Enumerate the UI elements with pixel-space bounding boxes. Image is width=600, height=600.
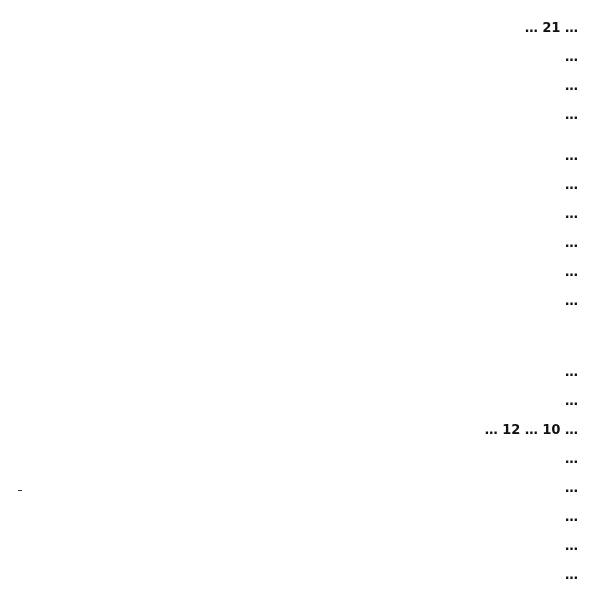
text-line: … xyxy=(565,207,578,222)
text-line: … xyxy=(565,50,578,65)
section-divider-mark xyxy=(18,490,22,491)
text-line: … 10 … 12 … xyxy=(484,423,578,438)
text-line: … xyxy=(565,481,578,496)
text-line: … xyxy=(565,236,578,251)
text-line: … xyxy=(565,568,578,583)
text-line: … xyxy=(565,294,578,309)
paragraph-3 xyxy=(22,358,578,590)
text-line: … 21 … xyxy=(524,21,578,36)
text-line: … xyxy=(565,394,578,409)
text-line: … xyxy=(565,510,578,525)
text-line: … xyxy=(565,265,578,280)
paragraph-2 xyxy=(22,142,578,316)
text-line: … xyxy=(565,108,578,123)
text-line: … xyxy=(565,539,578,554)
text-line: … xyxy=(565,79,578,94)
text-line: … xyxy=(565,365,578,380)
text-line: … xyxy=(565,452,578,467)
text-line: … xyxy=(565,149,578,164)
paragraph-1 xyxy=(22,14,578,130)
text-line: … xyxy=(565,178,578,193)
